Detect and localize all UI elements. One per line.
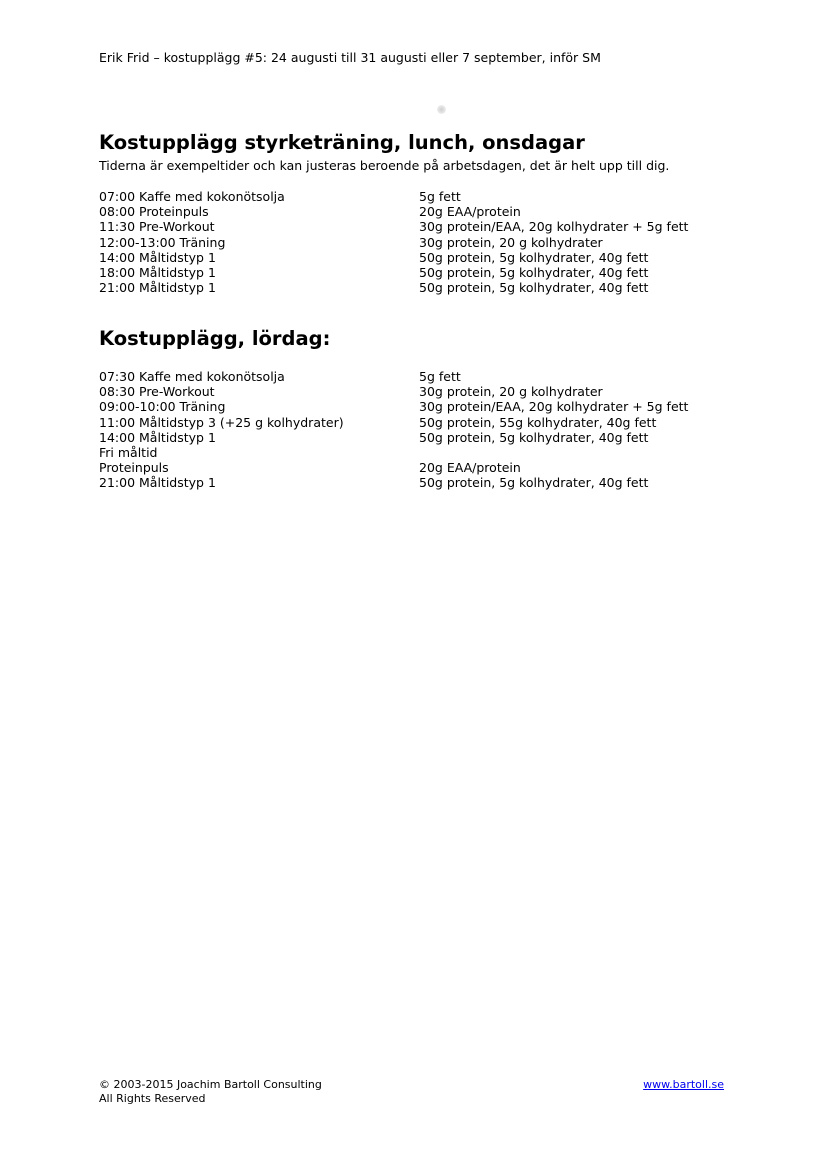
schedule-row: [99, 415, 739, 430]
schedule-amount: 5g fett: [419, 369, 461, 384]
schedule-row: [99, 369, 739, 384]
schedule-time: 09:00-10:00 Träning: [99, 399, 226, 415]
schedule-row: [99, 280, 739, 295]
schedule-time: Proteinpuls: [99, 460, 169, 476]
schedule-list: [99, 369, 739, 491]
schedule-list: [99, 189, 739, 295]
schedule-row: [99, 384, 739, 399]
schedule-amount: 50g protein, 5g kolhydrater, 40g fett: [419, 249, 649, 265]
section-weekday: [99, 131, 739, 295]
schedule-row: [99, 189, 739, 204]
schedule-time: 18:00 Måltidstyp 1: [99, 264, 216, 280]
website-link[interactable]: www.bartoll.se: [643, 1078, 724, 1091]
schedule-amount: 30g protein/EAA, 20g kolhydrater + 5g fett: [419, 399, 689, 415]
schedule-amount: 5g fett: [419, 189, 461, 204]
schedule-row: [99, 204, 739, 219]
schedule-time: 08:00 Proteinpuls: [99, 204, 209, 220]
schedule-amount: 30g protein/EAA, 20g kolhydrater + 5g fett: [419, 219, 689, 235]
decorative-dot: [437, 105, 446, 114]
schedule-row: [99, 219, 739, 234]
schedule-time: 21:00 Måltidstyp 1: [99, 475, 216, 491]
page-header: Erik Frid – kostupplägg #5: 24 augusti till 31 augusti eller 7 september, inför SM: [99, 50, 601, 65]
section-title: Kostupplägg, lördag:: [99, 327, 331, 350]
schedule-amount: [419, 445, 739, 460]
schedule-row: [99, 460, 739, 475]
schedule-amount: 30g protein, 20 g kolhydrater: [419, 234, 603, 250]
schedule-amount: 50g protein, 55g kolhydrater, 40g fett: [419, 414, 657, 430]
schedule-amount: 30g protein, 20 g kolhydrater: [419, 384, 603, 400]
schedule-amount: 50g protein, 5g kolhydrater, 40g fett: [419, 475, 649, 491]
schedule-row: [99, 399, 739, 414]
footer-copyright-block: [99, 1078, 322, 1106]
schedule-amount: 50g protein, 5g kolhydrater, 40g fett: [419, 264, 649, 280]
schedule-amount: 20g EAA/protein: [419, 204, 521, 220]
section-saturday: [99, 327, 739, 491]
schedule-row: [99, 235, 739, 250]
schedule-amount: 50g protein, 5g kolhydrater, 40g fett: [419, 429, 649, 445]
schedule-time: 11:00 Måltidstyp 3 (+25 g kolhydrater): [99, 414, 344, 430]
schedule-time: 12:00-13:00 Träning: [99, 234, 226, 250]
schedule-amount: 50g protein, 5g kolhydrater, 40g fett: [419, 280, 649, 296]
schedule-time: 08:30 Pre-Workout: [99, 384, 215, 400]
schedule-time: 21:00 Måltidstyp 1: [99, 280, 216, 296]
section-intro: Tiderna är exempeltider och kan justeras beroende på arbetsdagen, det är helt upp till dig.: [99, 158, 670, 173]
schedule-row: [99, 445, 739, 460]
schedule-time: 07:00 Kaffe med kokonötsolja: [99, 189, 285, 204]
schedule-time: 11:30 Pre-Workout: [99, 219, 215, 235]
footer-copyright: © 2003-2015 Joachim Bartoll Consulting: [99, 1078, 322, 1091]
schedule-time: 14:00 Måltidstyp 1: [99, 429, 216, 445]
schedule-amount: 20g EAA/protein: [419, 460, 521, 476]
schedule-row: [99, 475, 739, 490]
section-title: Kostupplägg styrketräning, lunch, onsdagar: [99, 131, 585, 154]
schedule-time: 14:00 Måltidstyp 1: [99, 249, 216, 265]
schedule-row: [99, 265, 739, 280]
schedule-row: [99, 250, 739, 265]
schedule-time: Fri måltid: [99, 444, 158, 460]
schedule-time: 07:30 Kaffe med kokonötsolja: [99, 369, 285, 384]
footer-rights: All Rights Reserved: [99, 1092, 206, 1105]
schedule-row: [99, 430, 739, 445]
